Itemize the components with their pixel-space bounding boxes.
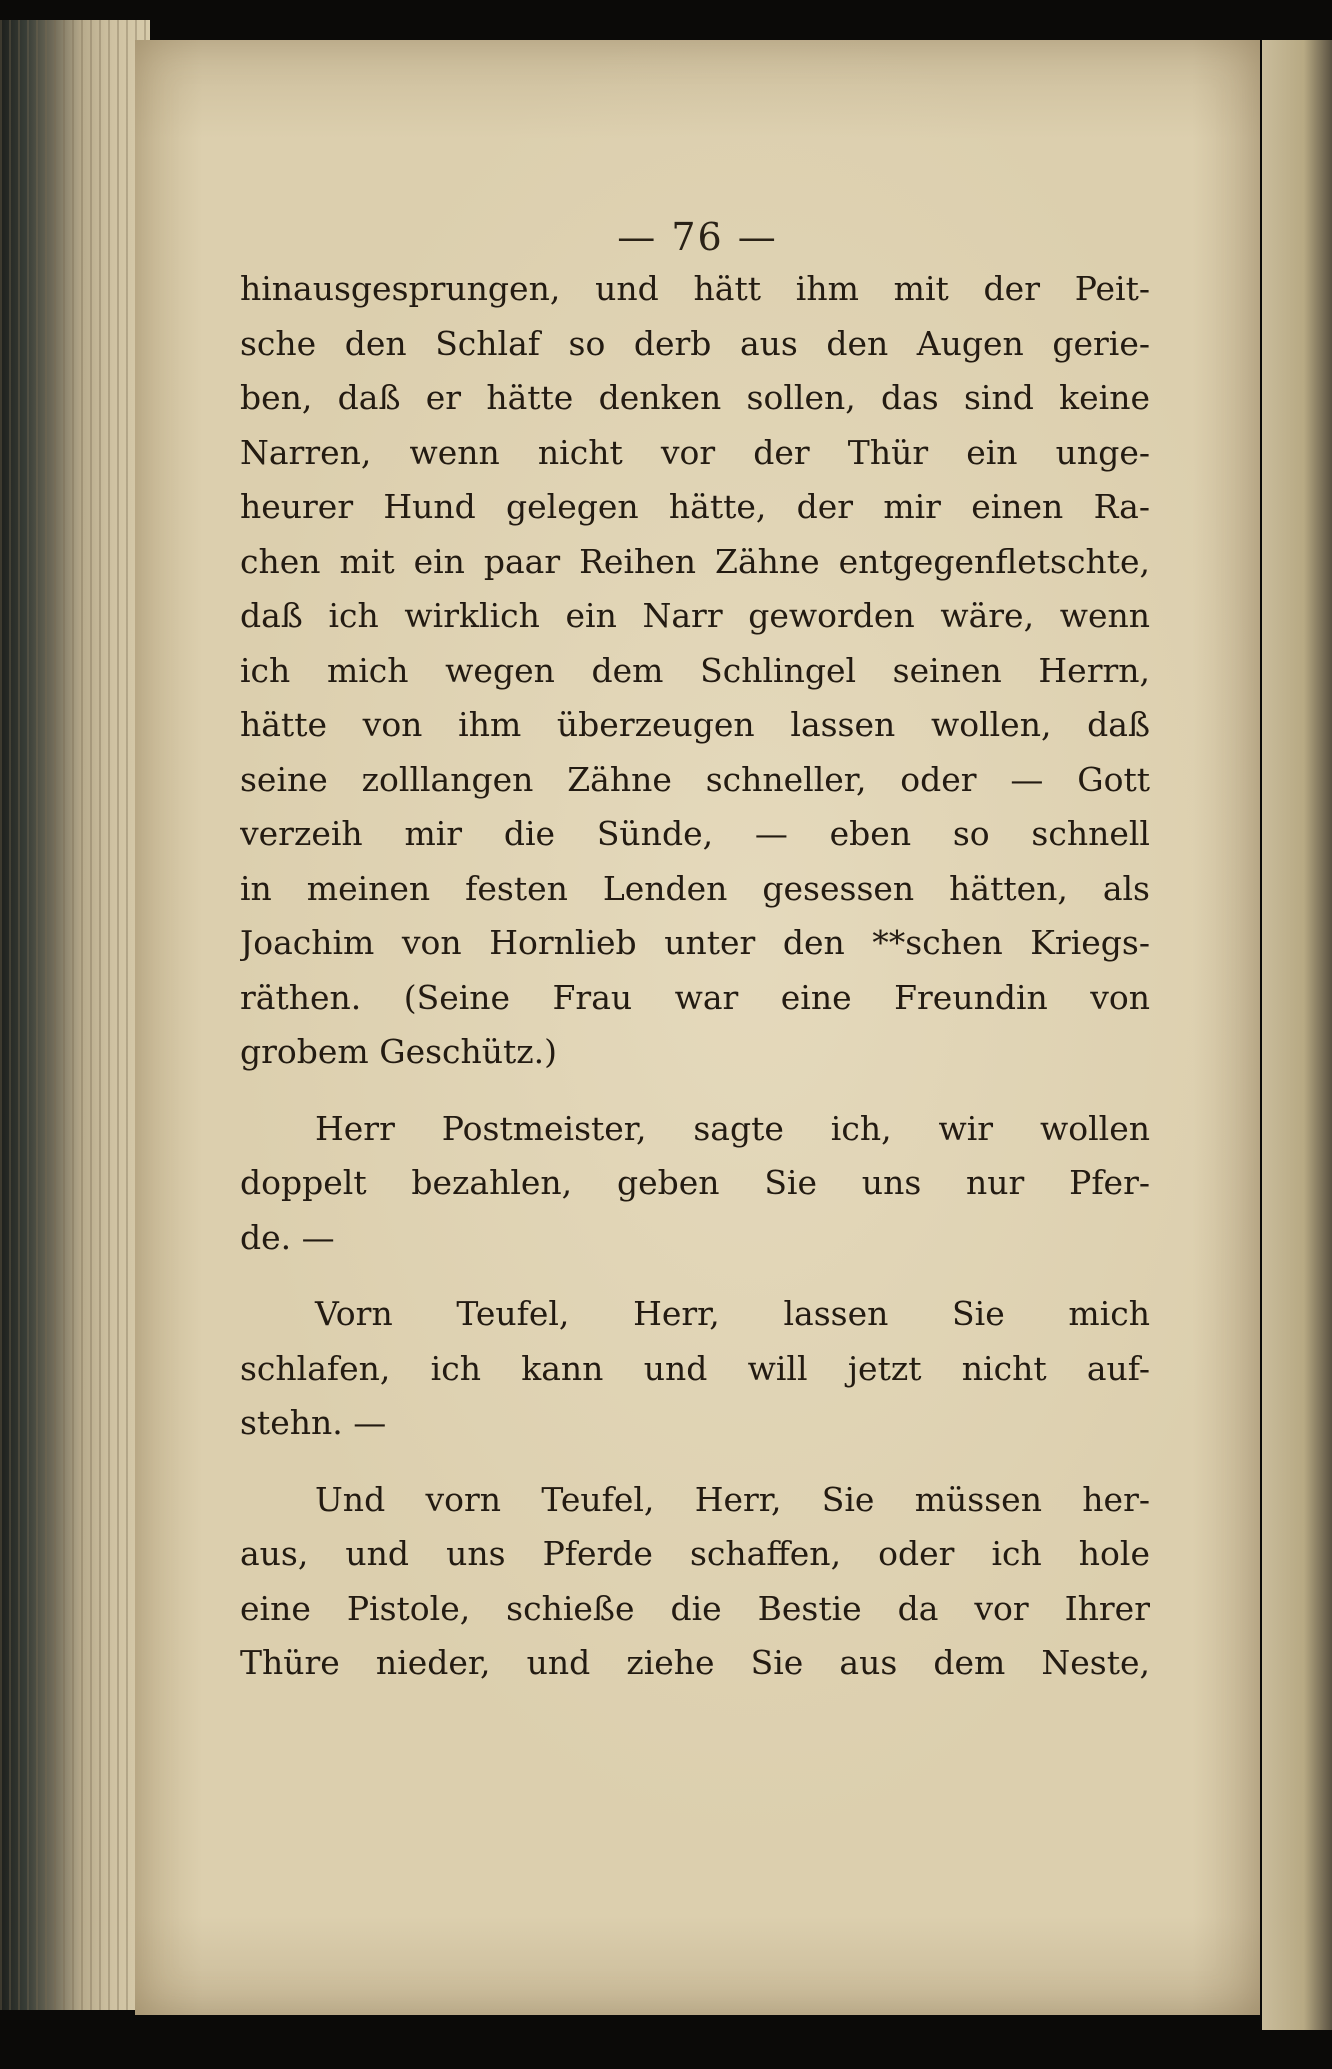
text-line: Narren, wenn nicht vor der Thür ein unge-	[240, 432, 1150, 472]
text-line: eine Pistole, schieße die Bestie da vor Ihrer	[240, 1588, 1150, 1628]
text-line: heurer Hund gelegen hätte, der mir einen Ra-	[240, 487, 1150, 526]
paragraph-1	[240, 262, 1150, 1080]
body-text	[240, 262, 1150, 1691]
text-line: ich mich wegen dem Schlingel seinen Herrn,	[240, 650, 1150, 690]
text-line: chen mit ein paar Reihen Zähne entgegenfletschte,	[240, 541, 1150, 581]
text-line: seine zolllangen Zähne schneller, oder — Gott	[240, 759, 1150, 799]
text-line: Und vorn Teufel, Herr, Sie müssen her-	[315, 1479, 1150, 1519]
text-line: sche den Schlaf so derb aus den Augen gerie-	[240, 323, 1150, 363]
text-line: Vorn Teufel, Herr, lassen Sie mich	[315, 1294, 1150, 1333]
text-line: Thüre nieder, und ziehe Sie aus dem Neste,	[240, 1643, 1150, 1682]
page-number: — 76 —	[617, 215, 778, 259]
text-line: doppelt bezahlen, geben Sie uns nur Pfer-	[240, 1163, 1150, 1202]
text-line: hätte von ihm überzeugen lassen wollen, daß	[240, 705, 1150, 744]
text-line: grobem Geschütz.)	[240, 1032, 558, 1071]
text-line: ben, daß er hätte denken sollen, das sind keine	[240, 378, 1150, 417]
text-line: aus, und uns Pferde schaffen, oder ich hole	[240, 1534, 1150, 1573]
text-line: hinausgesprungen, und hätt ihm mit der Peit-	[240, 269, 1150, 308]
text-line: schlafen, ich kann und will jetzt nicht auf-	[240, 1348, 1150, 1388]
paragraph-2	[240, 1102, 1150, 1266]
next-page-edge	[1262, 40, 1332, 2030]
text-line: stehn. —	[240, 1403, 387, 1442]
page-edge-lines	[0, 20, 150, 2010]
text-line: in meinen festen Lenden gesessen hätten, als	[240, 868, 1150, 908]
text-line: räthen. (Seine Frau war eine Freundin von	[240, 977, 1150, 1017]
text-line: Joachim von Hornlieb unter den **schen Kriegs-	[240, 923, 1150, 962]
text-line: de. —	[240, 1217, 335, 1257]
paragraph-4	[240, 1473, 1150, 1691]
paragraph-3	[240, 1287, 1150, 1451]
text-line: daß ich wirklich ein Narr geworden wäre, wenn	[240, 596, 1150, 635]
text-line: verzeih mir die Sünde, — eben so schnell	[240, 814, 1150, 853]
text-line: Herr Postmeister, sagte ich, wir wollen	[315, 1108, 1150, 1148]
book-page-edges	[0, 20, 150, 2010]
